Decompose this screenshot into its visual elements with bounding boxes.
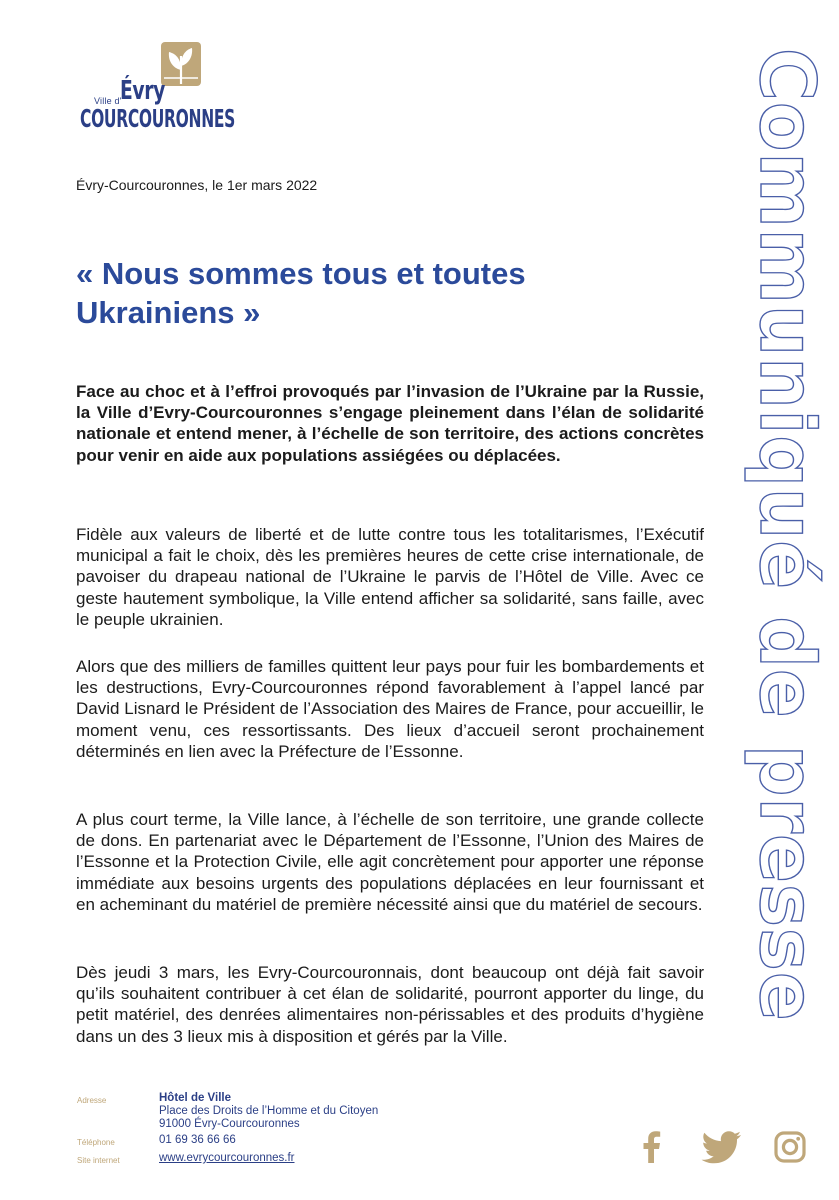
dateline: Évry-Courcouronnes, le 1er mars 2022: [76, 177, 318, 193]
footer-address-line2: 91000 Évry-Courcouronnes: [159, 1118, 300, 1130]
footer-address-name: Hôtel de Ville: [159, 1092, 232, 1104]
headline: « Nous sommes tous et toutes Ukrainiens »: [76, 256, 526, 330]
body-paragraph: Fidèle aux valeurs de liberté et de lutte contre tous les totalitarismes, l’Exécutif municipal a fait le choix, dès les premières heures de cette crise internationale, de pavoiser du drapeau national de l’Ukraine le parvis de l’Hôtel de Ville. Avec ce geste hautement symbolique, la Ville entend afficher sa solidarité, sans faille, avec le peuple ukrainien.: [76, 525, 704, 629]
side-title: Communiqué de presse: [743, 48, 832, 1022]
body-paragraph: Dès jeudi 3 mars, les Evry-Courcouronnais, dont beaucoup ont déjà fait savoir qu’ils souhaitent contribuer à cet élan de solidarité, pourront apporter du linge, du petit matériel, des denrées alimentaires non-périssables et des produits d’hygiène dans un des 3 lieux mis à disposition et gérés par la Ville.: [76, 963, 704, 1046]
twitter-icon[interactable]: [700, 1127, 744, 1167]
logo-courcouronnes-text: COURCOURONNES: [80, 104, 235, 133]
body-paragraph: Alors que des milliers de familles quittent leur pays pour fuir les bombardements et les destructions, Evry-Courcouronnes répond favorablement à l’appel lancé par David Lisnard le Président de l’Association des Maires de France, pour accueillir, le moment venu, ces ressortissants. Des lieux d’accueil seront prochainement déterminés en lien avec la Préfecture de l’Essonne.: [76, 657, 704, 761]
logo-emblem-icon: [160, 40, 202, 88]
footer-address-label: Adresse: [77, 1096, 107, 1105]
facebook-icon[interactable]: [632, 1127, 672, 1167]
instagram-icon[interactable]: [770, 1127, 810, 1167]
footer-address-line1: Place des Droits de l’Homme et du Citoyen: [159, 1105, 379, 1117]
footer-phone: 01 69 36 66 66: [159, 1134, 236, 1146]
lead-paragraph: Face au choc et à l’effroi provoqués par l’invasion de l’Ukraine par la Russie, la Ville d’Evry-Courcouronnes s’engage pleinement dans l’élan de solidarité nationale et entend mener, à l’échelle de son territoire, des actions concrètes pour venir en aide aux populations assiégées ou déplacées.: [76, 382, 704, 465]
logo-ville-text: Ville d': [94, 96, 122, 106]
footer-phone-label: Téléphone: [77, 1138, 115, 1147]
footer-web-label: Site internet: [77, 1156, 120, 1165]
city-logo: [78, 40, 235, 135]
logo-evry-text: Évry: [120, 76, 165, 106]
body-paragraph: A plus court terme, la Ville lance, à l’échelle de son territoire, une grande collecte de dons. En partenariat avec le Département de l’Essonne, l’Union des Maires de l’Essonne et la Protection Civile, elle agit concrètement pour apporter une réponse immédiate aux besoins urgents des populations déplacées en leur fournissant et en acheminant du matériel de première nécessité ainsi que du matériel de secours.: [76, 810, 704, 914]
footer-website-link[interactable]: www.evrycourcouronnes.fr: [159, 1152, 295, 1164]
